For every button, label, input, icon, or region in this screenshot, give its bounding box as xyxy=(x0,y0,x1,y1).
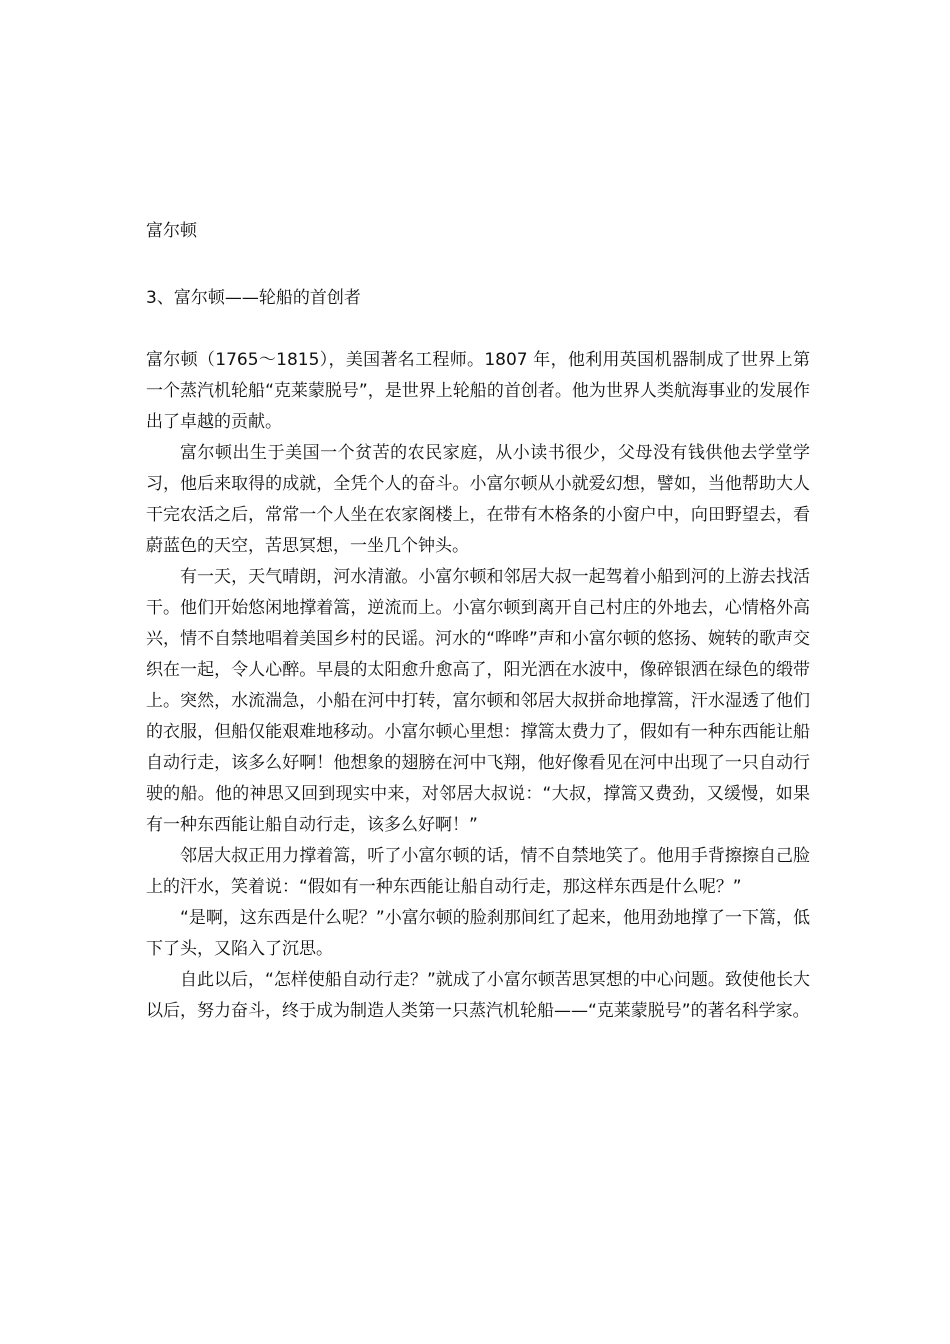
paragraph-neighbor-reply: 邻居大叔正用力撑着篙，听了小富尔顿的话，情不自禁地笑了。他用手背擦擦自己脸上的汗水，笑着说：“假如有一种东西能让船自动行走，那这样东西是什么呢？” xyxy=(146,846,810,897)
section-heading: 3、富尔顿——轮船的首创者 xyxy=(146,288,361,308)
page-title: 富尔顿 xyxy=(146,221,197,241)
paragraph-river-trip: 有一天，天气晴朗，河水清澈。小富尔顿和邻居大叔一起驾着小船到河的上游去找活干。他们开始悠闲地撑着篙，逆流而上。小富尔顿到离开自己村庄的外地去，心情格外高兴，情不自禁地唱着美国乡村的民谣。河水的“哗哗”声和小富尔顿的悠扬、婉转的歌声交织在一起，令人心醉。早晨的太阳愈升愈高了，阳光洒在水波中，像碎银洒在绿色的缎带上。突然，水流湍急，小船在河中打转，富尔顿和邻居大叔拼命地撑篙，汗水湿透了他们的衣服，但船仅能艰难地移动。小富尔顿心里想：撑篙太费力了，假如有一种东西能让船自动行走，该多么好啊！他想象的翅膀在河中飞翔，他好像看见在河中出现了一只自动行驶的船。他的神思又回到现实中来，对邻居大叔说：“大叔，撑篙又费劲，又缓慢，如果有一种东西能让船自动行走，该多么好啊！” xyxy=(146,567,810,835)
paragraph-childhood: 富尔顿出生于美国一个贫苦的农民家庭，从小读书很少，父母没有钱供他去学堂学习，他后来取得的成就，全凭个人的奋斗。小富尔顿从小就爱幻想，譬如，当他帮助大人干完农活之后，常常一个人坐在农家阁楼上，在带有木格条的小窗户中，向田野望去，看蔚蓝色的天空，苦思冥想，一坐几个钟头。 xyxy=(146,443,810,556)
article-body xyxy=(146,345,810,1027)
paragraph-conclusion: 自此以后，“怎样使船自动行走？”就成了小富尔顿苦思冥想的中心问题。致使他长大以后，努力奋斗，终于成为制造人类第一只蒸汽机轮船——“克莱蒙脱号”的著名科学家。 xyxy=(146,970,810,1021)
paragraph-reflection: “是啊，这东西是什么呢？”小富尔顿的脸刹那间红了起来，他用劲地撑了一下篙，低下了头，又陷入了沉思。 xyxy=(146,908,810,959)
paragraph-intro: 富尔顿（1765～1815），美国著名工程师。1807 年，他利用英国机器制成了世界上第一个蒸汽机轮船“克莱蒙脱号”，是世界上轮船的首创者。他为世界人类航海事业的发展作出了卓越的贡献。 xyxy=(146,350,810,432)
